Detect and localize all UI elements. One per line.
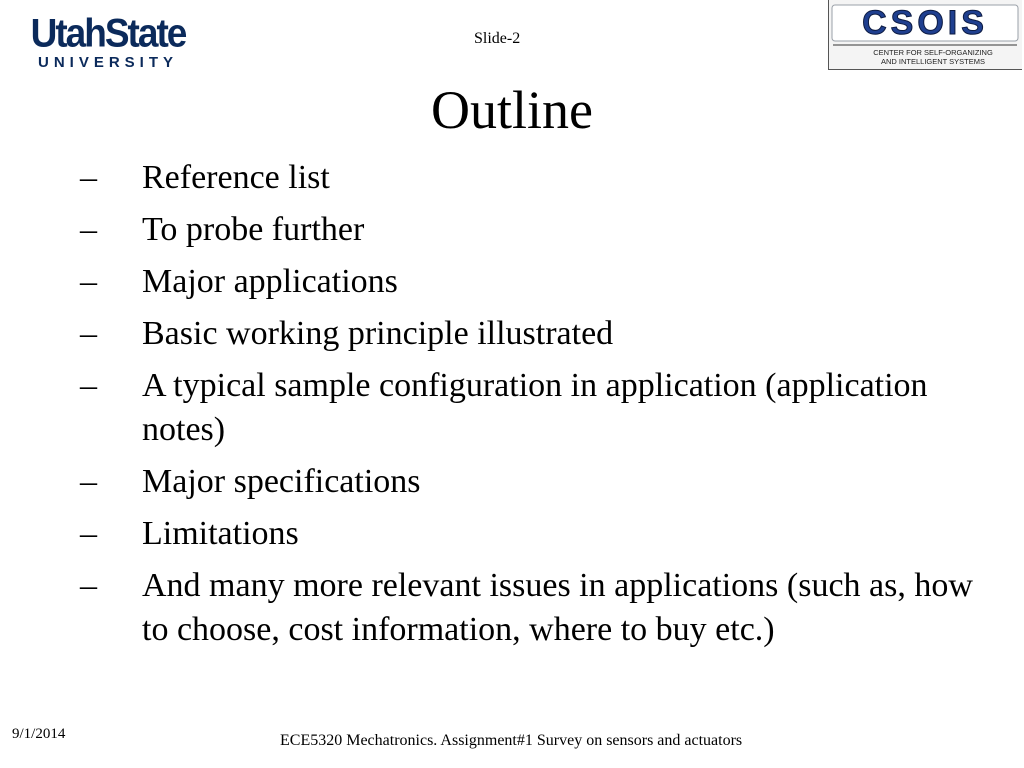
csois-logo-graphic [829, 0, 1021, 68]
list-item-text: Limitations [142, 515, 299, 552]
footer-course: ECE5320 Mechatronics. Assignment#1 Survey on sensors and actuators [280, 732, 743, 749]
usu-logo-wordmark: UtahState [30, 10, 186, 56]
csois-logo-name: CSOIS [862, 4, 988, 42]
list-item [80, 512, 1000, 556]
usu-logo-university: UNIVERSITY [37, 54, 178, 71]
list-item [80, 364, 1000, 452]
list-item [80, 564, 1000, 652]
list-item-text: Major specifications [142, 463, 421, 500]
list-item [80, 208, 1000, 252]
list-item-text: To probe further [142, 211, 365, 248]
list-item [80, 156, 1000, 200]
footer-date: 9/1/2014 [12, 726, 66, 742]
list-item-text: And many more relevant issues in applications (such as, how to choose, cost information, where to buy etc.) [142, 567, 973, 648]
list-item [80, 260, 1000, 304]
bullet-dash: – [80, 315, 97, 352]
bullet-dash: – [80, 263, 97, 300]
list-item [80, 312, 1000, 356]
list-item-text: Major applications [142, 263, 398, 300]
list-item [80, 460, 1000, 504]
csois-logo-subtitle-1: CENTER FOR SELF-ORGANIZING [873, 48, 993, 57]
bullet-dash: – [80, 367, 97, 404]
slide-title: Outline [431, 80, 593, 140]
list-item-text: Basic working principle illustrated [142, 315, 614, 352]
bullet-dash: – [80, 463, 97, 500]
slide-number: Slide-2 [474, 30, 521, 47]
csois-logo-subtitle-2: AND INTELLIGENT SYSTEMS [880, 57, 986, 66]
list-item-text: A typical sample configuration in application (application notes) [142, 367, 928, 448]
outline-list [80, 156, 1000, 660]
list-item-text: Reference list [142, 159, 330, 196]
bullet-dash: – [80, 515, 97, 552]
bullet-dash: – [80, 567, 97, 604]
usu-logo [16, 12, 200, 72]
bullet-dash: – [80, 211, 97, 248]
bullet-dash: – [80, 159, 97, 196]
csois-logo [828, 0, 1022, 70]
